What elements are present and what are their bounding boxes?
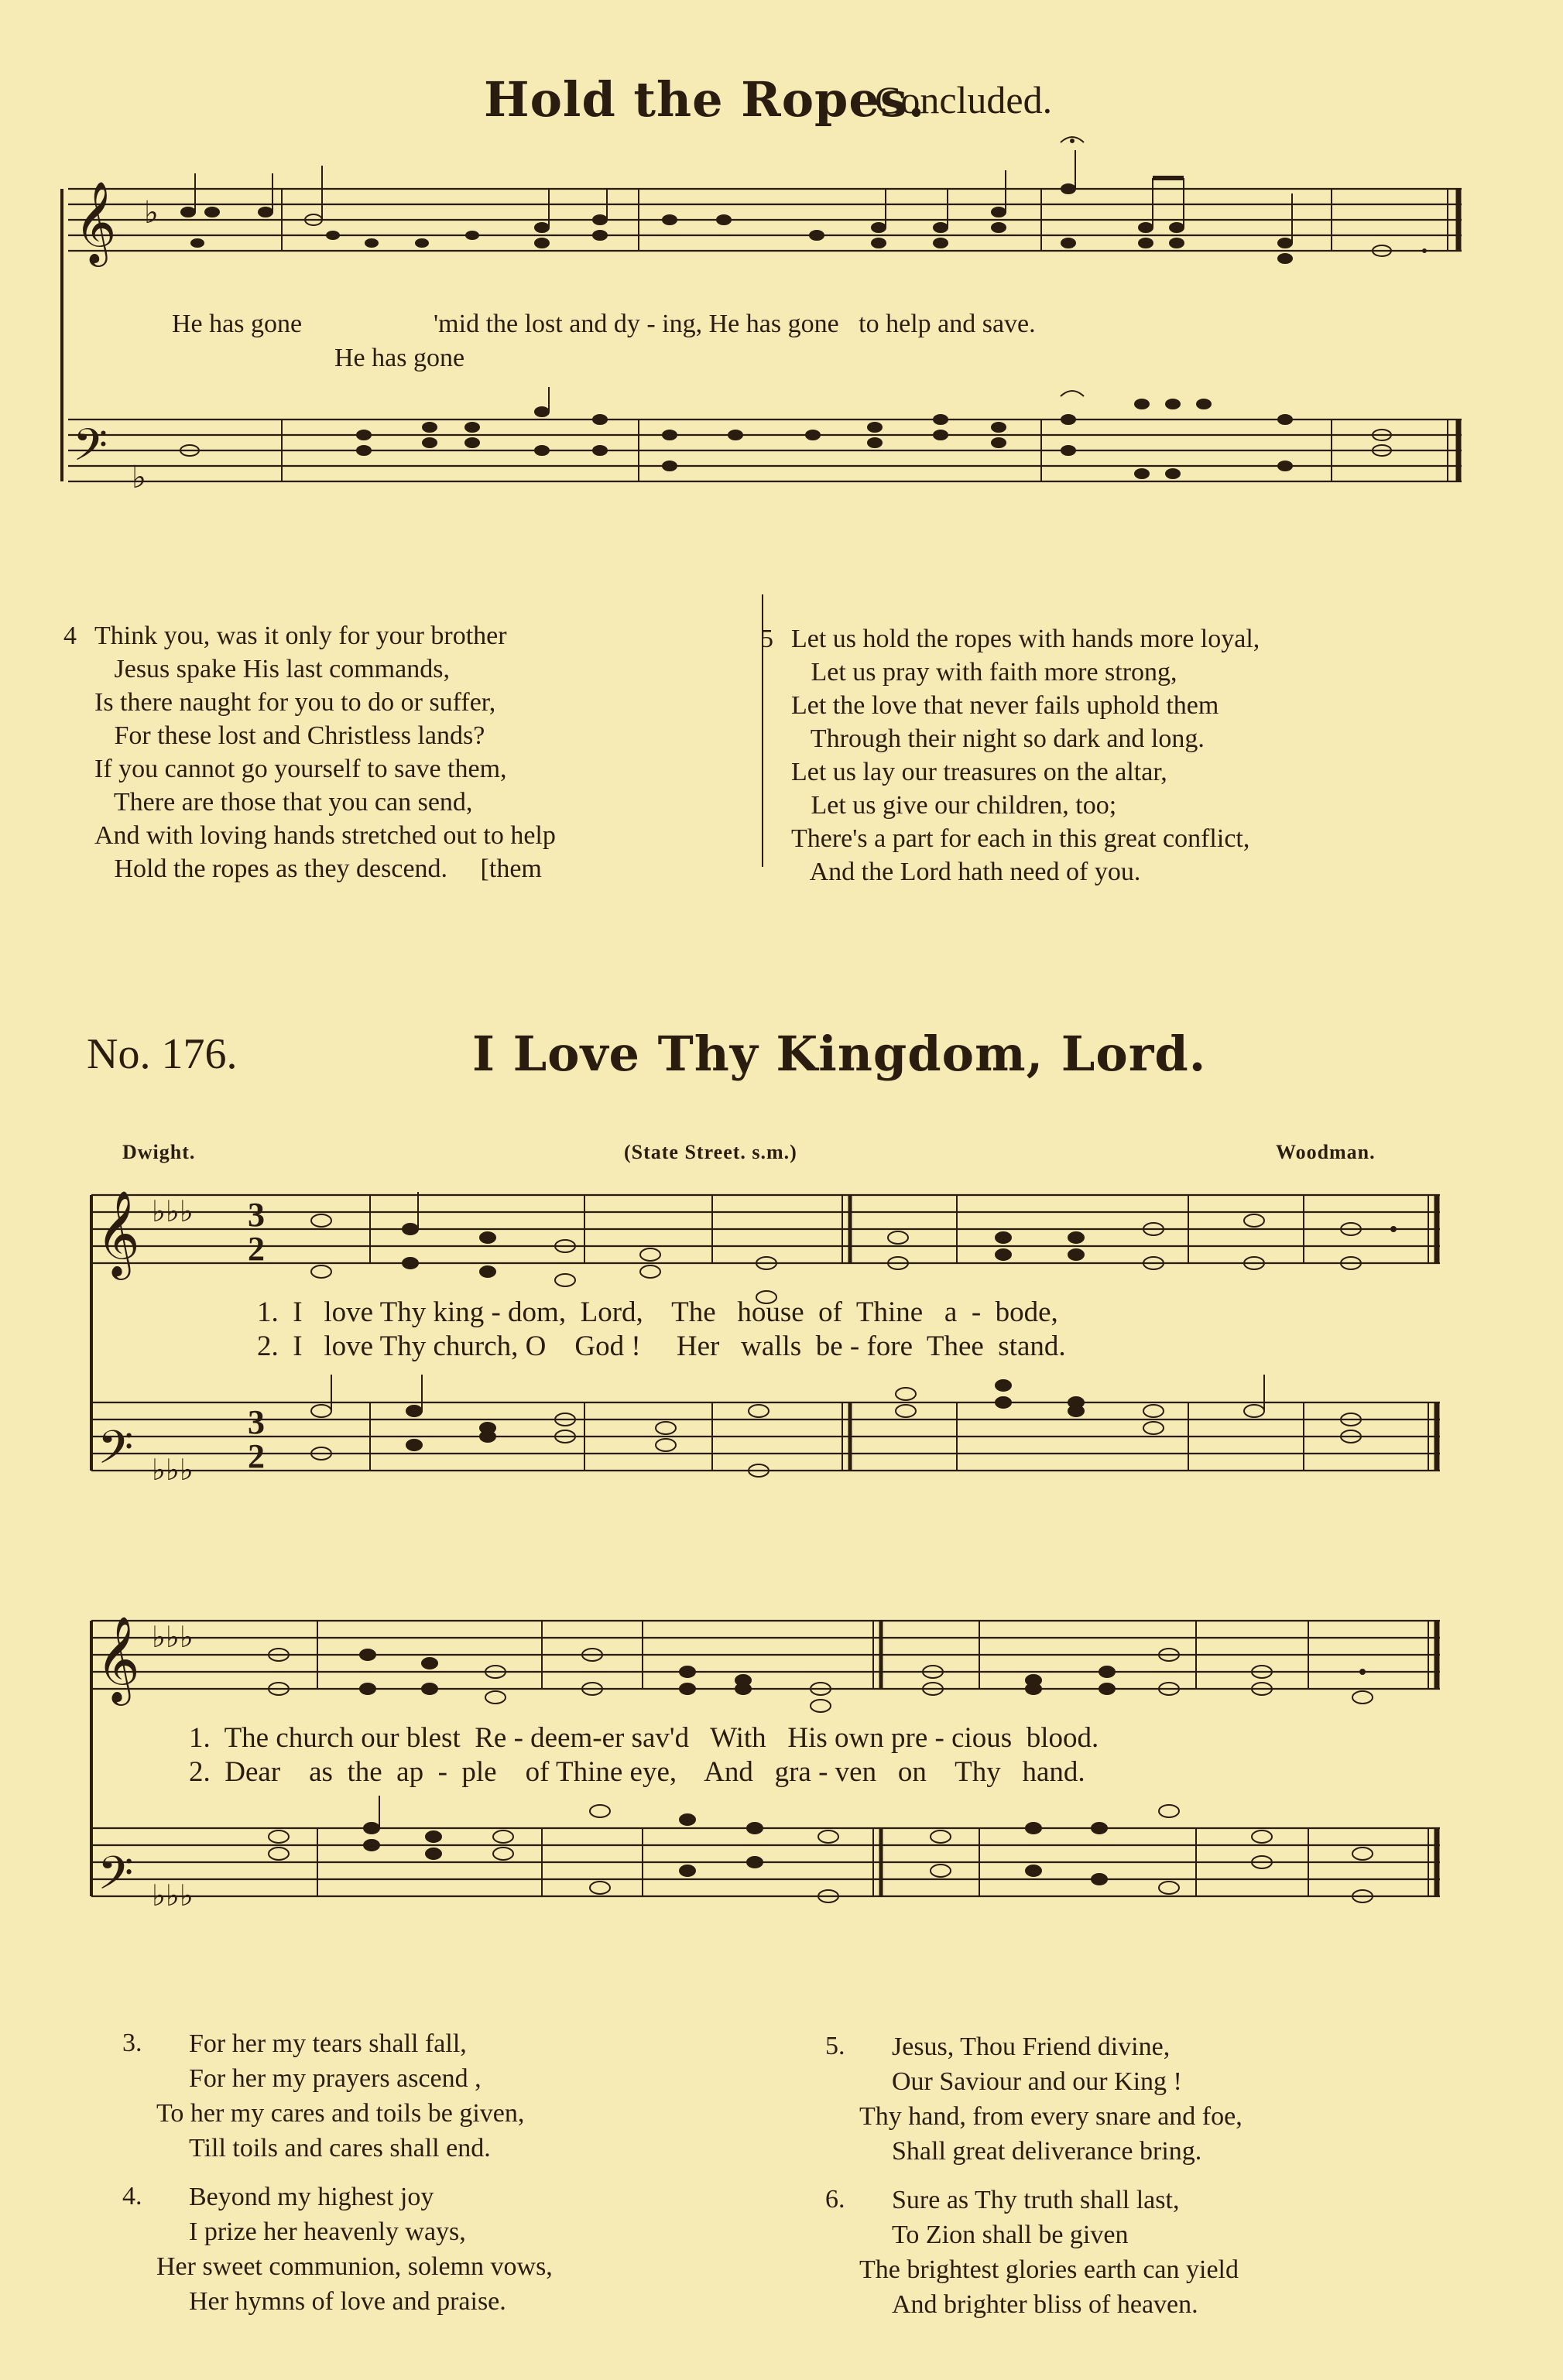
flat-icon: ♭♭♭ [152,1194,194,1228]
verse-line: Hold the ropes as they descend. [them [94,854,542,883]
treble-clef-icon: 𝄞 [96,1190,140,1276]
stanza-line: Her hymns of love and praise. [189,2287,506,2316]
tune-label: (State Street. s.m.) [624,1141,797,1163]
verse-line: Jesus spake His last commands, [94,655,450,683]
verse-line: Let us give our children, too; [791,791,1117,820]
verse-line: There are those that you can send, [94,788,473,817]
hymn175-lyric-line1: He has gone 'mid the lost and dy - ing, He has gone to help and save. [172,310,1036,338]
hymn176-s1-lyric-verse1: 1. I love Thy king - dom, Lord, The house of Thine a - bode, [257,1296,1058,1328]
stanza-line: Our Saviour and our King ! [892,2067,1182,2096]
stanza-number: 3. [122,2029,142,2057]
verse-line: There's a part for each in this great conflict, [791,824,1250,853]
stanza-line: To her my cares and toils be given, [156,2099,525,2128]
stanza [825,2183,1243,2322]
verse-line: Let us hold the ropes with hands more loyal, [791,625,1260,653]
hymn175-title: Hold the Ropes. [484,71,926,128]
verse-line: And the Lord hath need of you. [791,858,1141,886]
hymn175-verse4-number: 4 [63,622,77,650]
hymn176-verses-left [122,2026,553,2333]
verse-line: Is there naught for you to do or suffer, [94,688,496,717]
stanza-line: For her my prayers ascend , [189,2064,482,2093]
stanza-number: 6. [825,2185,845,2214]
bass-clef-icon: 𝄢 [73,419,108,482]
stanza-line: Jesus, Thou Friend divine, [892,2032,1171,2061]
hymn175-lyric-line2: He has gone [334,344,465,372]
stanza [122,2026,553,2166]
stanza-number: 4. [122,2182,142,2210]
stanza-line: The brightest glories earth can yield [859,2255,1239,2284]
hymn176-s1-lyric-verse2: 2. I love Thy church, O God ! Her walls be - fore Thee stand. [257,1330,1066,1362]
stanza-line: To Zion shall be given [892,2221,1129,2249]
stanza [825,2029,1243,2169]
stanza [122,2180,553,2319]
verse-line: Let the love that never fails uphold them [791,691,1219,720]
hymn175-status: Concluded. [875,78,1053,122]
verse-line: Let us pray with faith more strong, [791,658,1177,687]
verse-line: Let us lay our treasures on the altar, [791,758,1167,786]
hymn176-s2-bass-notes [269,1796,1373,1902]
hymn176-verses-right [825,2029,1243,2336]
stanza-line: And brighter bliss of heaven. [892,2290,1198,2319]
time-signature: 2 [248,1437,265,1475]
time-signature: 3 [248,1403,265,1441]
hymn176-s2-lyric-verse1: 1. The church our blest Re - deem-er sav'd With His own pre - cious blood. [189,1722,1099,1754]
hymn176-title: I Love Thy Kingdom, Lord. [472,1026,1207,1082]
composer-label: Dwight. [122,1141,196,1163]
time-signature: 3 [248,1196,265,1234]
stanza-line: Sure as Thy truth shall last, [892,2186,1180,2214]
stanza-line: For her my tears shall fall, [189,2029,467,2058]
flat-icon: ♭♭♭ [152,1620,194,1654]
bass-clef-icon: 𝄢 [98,1846,134,1911]
stanza-line: Till toils and cares shall end. [189,2134,491,2163]
flat-icon: ♭♭♭ [152,1453,194,1487]
verse-line: Through their night so dark and long. [791,724,1205,753]
stanza-line: Shall great deliverance bring. [892,2137,1202,2166]
stanza-line: Beyond my highest joy [189,2183,434,2211]
treble-clef-icon: 𝄞 [96,1615,140,1702]
hymn175-verse5-number: 5 [760,625,773,653]
hymn176-number: No. 176. [87,1030,238,1078]
bass-clef-icon: 𝄢 [98,1420,134,1485]
verse-line: And with loving hands stretched out to help [94,821,556,850]
verse-line: Think you, was it only for your brother [94,622,507,650]
flat-icon: ♭ [132,460,146,495]
hymn176-s2-lyric-verse2: 2. Dear as the ap - ple of Thine eye, And gra - ven on Thy hand. [189,1756,1085,1788]
verse-line: If you cannot go yourself to save them, [94,755,507,783]
stanza-number: 5. [825,2032,845,2060]
flat-icon: ♭ [144,195,159,231]
stanza-line: I prize her heavenly ways, [189,2217,466,2246]
hymn176-s1-treble-notes [311,1192,1396,1303]
hymn176-s2-treble-notes [269,1649,1373,1712]
arranger-label: Woodman. [1276,1141,1376,1163]
hymn176-s1-bass-notes [311,1375,1361,1477]
time-signature: 2 [248,1230,265,1268]
stanza-line: Thy hand, from every snare and foe, [859,2102,1243,2131]
verse-line: For these lost and Christless lands? [94,721,485,750]
treble-clef-icon: 𝄞 [74,180,117,263]
stanza-line: Her sweet communion, solemn vows, [156,2252,553,2281]
flat-icon: ♭♭♭ [152,1878,194,1913]
